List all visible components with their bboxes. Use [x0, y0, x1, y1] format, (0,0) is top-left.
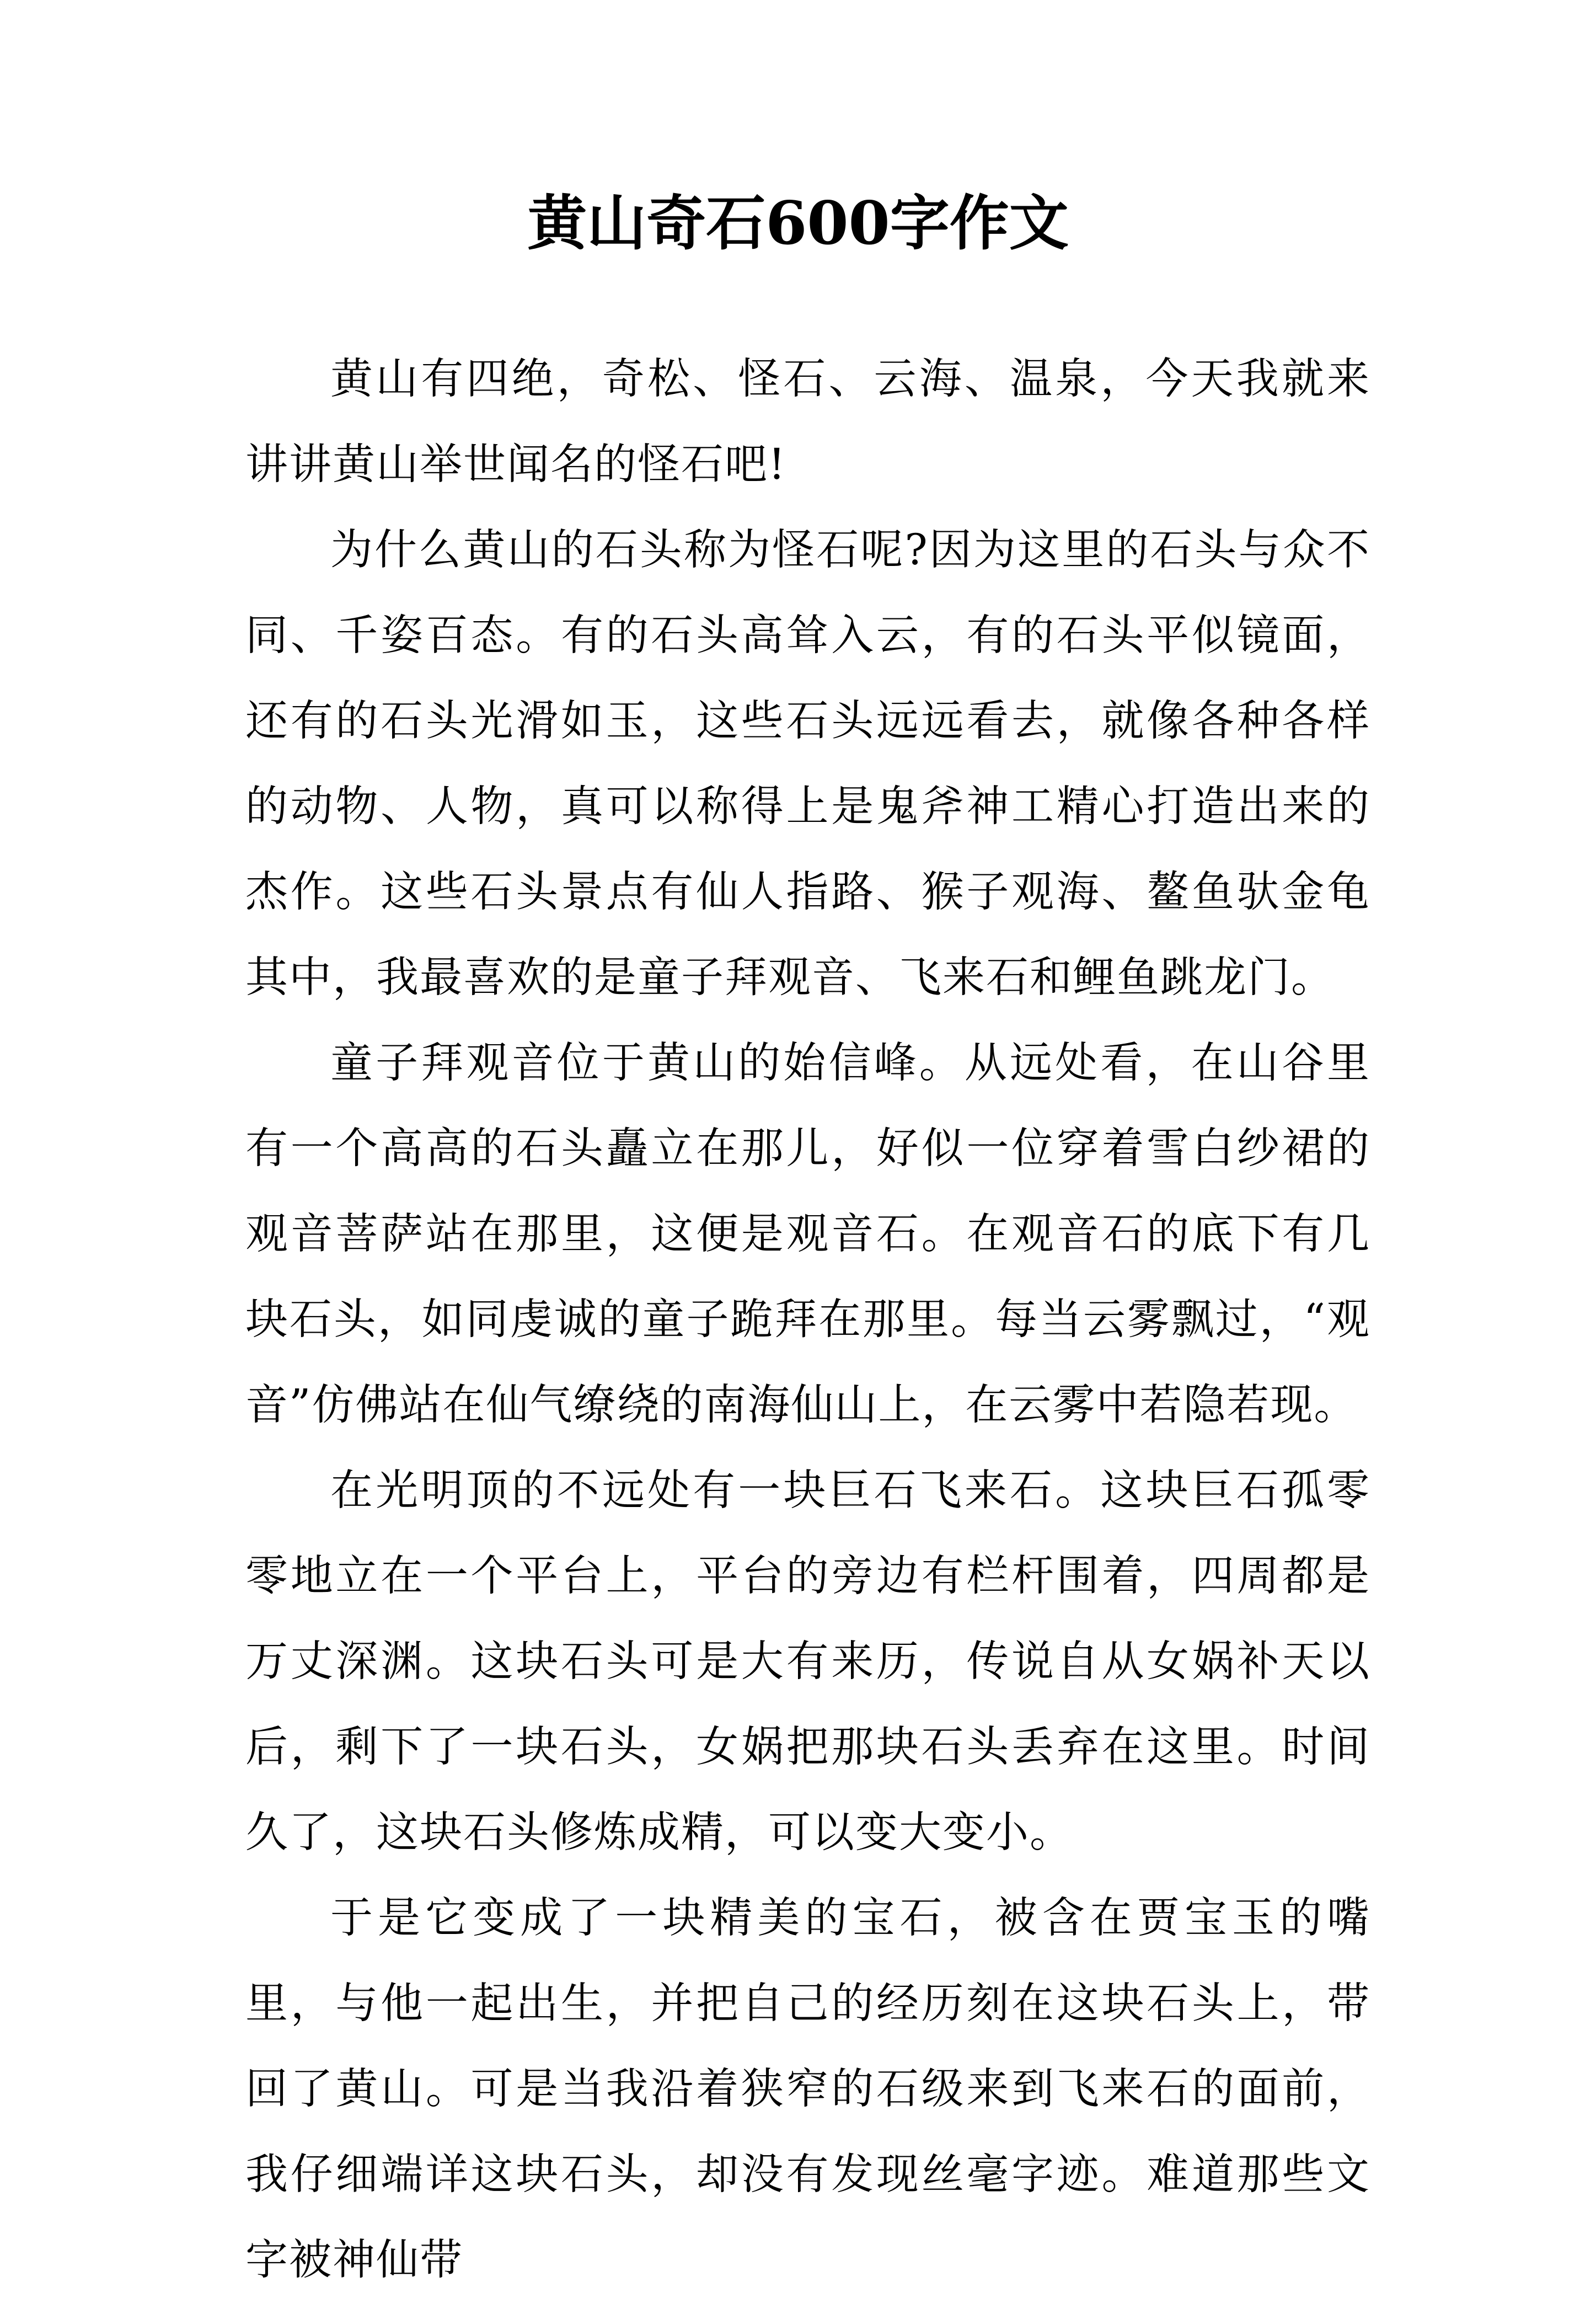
- paragraph-4: 在光明顶的不远处有一块巨石飞来石。这块巨石孤零零地立在一个平台上，平台的旁边有栏杆围着，四周都是万丈深渊。这块石头可是大有来历，传说自从女娲补天以后，剩下了一块石头，女娲把那块石头丢弃在这里。时间久了，这块石头修炼成精，可以变大变小。: [245, 1466, 1370, 1857]
- document-body: [245, 336, 1370, 2303]
- paragraph-5: 于是它变成了一块精美的宝石，被含在贾宝玉的嘴里，与他一起出生，并把自己的经历刻在这块石头上，带回了黄山。可是当我沿着狭窄的石级来到飞来石的面前，我仔细端详这块石头，却没有发现丝毫字迹。难道那些文字被神仙带: [245, 1894, 1370, 2285]
- document-title: 黄山奇石600字作文: [527, 189, 1069, 258]
- paragraph-2: 为什么黄山的石头称为怪石呢?因为这里的石头与众不同、千姿百态。有的石头高耸入云，有的石头平似镜面，还有的石头光滑如玉，这些石头远远看去，就像各种各样的动物、人物，真可以称得上是鬼斧神工精心打造出来的杰作。这些石头景点有仙人指路、猴子观海、鳌鱼驮金龟其中，我最喜欢的是童子拜观音、飞来石和鲤鱼跳龙门。: [245, 526, 1370, 1002]
- paragraph-1: 黄山有四绝，奇松、怪石、云海、温泉，今天我就来讲讲黄山举世闻名的怪石吧!: [245, 355, 1370, 489]
- paragraph-3: 童子拜观音位于黄山的始信峰。从远处看，在山谷里有一个高高的石头矗立在那儿，好似一位穿着雪白纱裙的观音菩萨站在那里，这便是观音石。在观音石的底下有几块石头，如同虔诚的童子跪拜在那里。每当云雾飘过，“观音”仿佛站在仙气缭绕的南海仙山上，在云雾中若隐若现。: [245, 1039, 1370, 1430]
